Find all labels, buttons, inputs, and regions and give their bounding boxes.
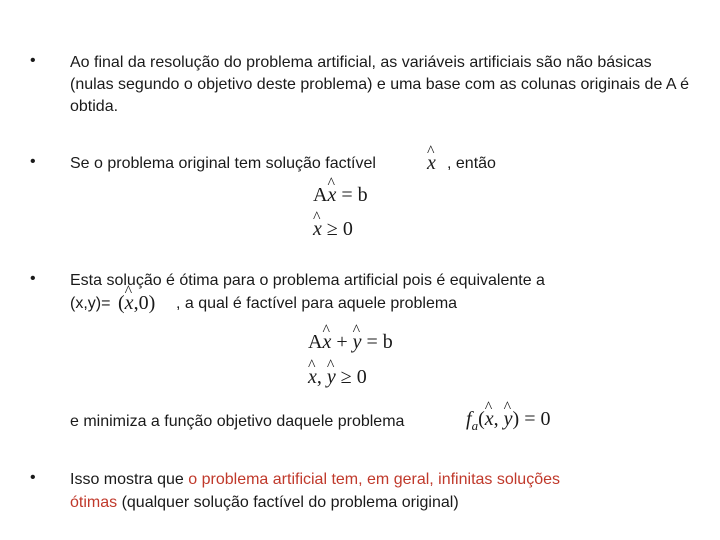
bullet-1-text: Ao final da resolução do problema artificial, as variáveis artificiais são não básicas (nulas segundo o objetivo deste problema) e uma base com as colunas originais de A é obtida. — [70, 54, 690, 115]
bullet-3-line2: , a qual é factível para aquele problema — [176, 295, 458, 312]
equation-x-nonnegative: ^ x ≥ 0 — [313, 218, 353, 241]
bullet-2-then: , então — [447, 155, 496, 172]
equation-fa-equals-zero: $f_a(\^{}$ x, ^ y) = 0 — [466, 408, 550, 434]
bullet-dot: • — [30, 153, 36, 170]
bullet-dot: • — [30, 52, 36, 69]
highlighted-text: ótimas — [70, 494, 118, 511]
x-hat-symbol: ^ x — [427, 152, 436, 175]
highlighted-text: o problema artificial tem, em geral, infinitas soluções — [188, 471, 560, 488]
bullet-dot: • — [30, 469, 36, 486]
equation-ax-equals-b: A^ x = b — [313, 184, 368, 207]
equation-ax-plus-y-equals-b: A^ x + ^ y = b — [308, 331, 393, 354]
bullet-dot: • — [30, 270, 36, 287]
bullet-4-line2: ótimas (qualquer solução factível do problema original) — [70, 494, 459, 511]
x-hat-zero-pair: (^ x,0) — [118, 292, 155, 315]
bullet-3-line3: e minimiza a função objetivo daquele problema — [70, 413, 405, 430]
bullet-3-xy-label: (x,y)= — [70, 295, 111, 312]
bullet-4-line1: Isso mostra que o problema artificial tem, em geral, infinitas soluções — [70, 471, 560, 488]
bullet-2-text: Se o problema original tem solução factível — [70, 155, 376, 172]
bullet-3-line1: Esta solução é ótima para o problema artificial pois é equivalente a — [70, 272, 545, 289]
equation-xy-nonnegative: ^ x, ^ y ≥ 0 — [308, 366, 367, 389]
